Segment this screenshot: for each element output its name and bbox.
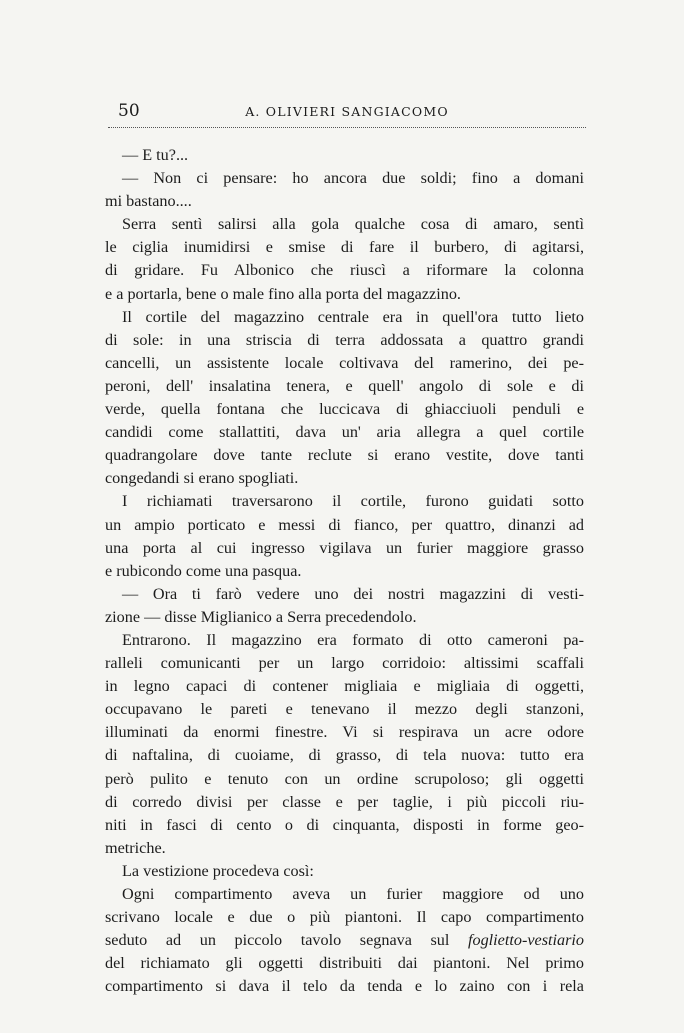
text-line: scrivano locale e due o più piantoni. Il capo compartimento — [105, 908, 584, 927]
text-line: di naftalina, di cuoiame, di grasso, di tela nuova: tutto era — [105, 746, 584, 765]
text-line: candidi come stallattiti, dava un' aria allegra a quel cortile — [105, 423, 584, 442]
text-line: di sole: in una striscia di terra addossata a quattro grandi — [105, 330, 584, 349]
text-line: occupavano le pareti e tenevano il mezzo degli stanzoni, — [105, 700, 584, 719]
text-line: un ampio porticato e messi di fianco, per quattro, dinanzi ad — [105, 515, 584, 534]
text-line: e rubicondo come una pasqua. — [105, 561, 302, 580]
text-line: La vestizione procedeva così: — [122, 861, 314, 880]
text-line: Entrarono. Il magazzino era formato di otto cameroni pa- — [122, 630, 584, 649]
text-line: le ciglia inumidirsi e smise di fare il burbero, di agitarsi, — [105, 238, 584, 257]
body-text — [105, 144, 584, 998]
page-number: 50 — [118, 101, 140, 121]
text-line: e a portarla, bene o male fino alla porta del magazzino. — [105, 284, 461, 303]
header-rule — [108, 127, 586, 128]
text-line: compartimento si dava il telo da tenda e lo zaino con i rela — [105, 977, 584, 996]
text-line: di gridare. Fu Albonico che riuscì a riformare la colonna — [105, 261, 584, 280]
text-line: niti in fasci di cento o di cinquanta, disposti in forme geo- — [105, 815, 584, 834]
text-line: metriche. — [105, 838, 166, 857]
text-line: peroni, dell' insalatina tenera, e quell' angolo di sole e di — [105, 376, 584, 395]
text-line: Il cortile del magazzino centrale era in quell'ora tutto lieto — [122, 307, 584, 326]
text-line: congedandi si erano spogliati. — [105, 469, 299, 488]
text-line: Ogni compartimento aveva un furier maggiore od uno — [122, 885, 584, 903]
text-line: — Non ci pensare: ho ancora due soldi; fino a domani — [122, 169, 584, 188]
text-line: illuminati da enormi finestre. Vi si respirava un acre odore — [105, 723, 584, 742]
italic-term: foglietto-vestiario — [468, 931, 584, 950]
text-line: I richiamati traversarono il cortile, furono guidati sotto — [122, 492, 584, 511]
page-header — [108, 101, 586, 125]
text-line: verde, quella fontana che luccicava di ghiacciuoli penduli e — [105, 400, 584, 419]
text-line: Serra sentì salirsi alla gola qualche cosa di amaro, sentì — [122, 215, 584, 234]
text-line: ralleli comunicanti per un largo corridoio: altissimi scaffali — [105, 654, 584, 673]
text-line: di corredo divisi per classe e per taglie, i più piccoli riu- — [105, 792, 584, 811]
text-line: quadrangolare dove tante reclute si erano vestite, dove tanti — [105, 446, 584, 465]
text-segment: seduto ad un piccolo tavolo segnava sul — [105, 931, 468, 950]
text-line: del richiamato gli oggetti distribuiti dai piantoni. Nel primo — [105, 954, 584, 973]
text-line: in legno capaci di contener migliaia e migliaia di oggetti, — [105, 677, 584, 696]
running-head: A. OLIVIERI SANGIACOMO — [245, 104, 449, 119]
text-line — [105, 929, 584, 952]
text-line: — E tu?... — [122, 146, 189, 164]
text-line: però pulito e tenuto con un ordine scrupoloso; gli oggetti — [105, 769, 584, 788]
text-line: cancelli, un assistente locale coltivava del ramerino, dei pe- — [105, 353, 584, 372]
text-line: zione — disse Miglianico a Serra precedendolo. — [105, 607, 417, 626]
text-line: mi bastano.... — [105, 192, 192, 211]
text-line: una porta al cui ingresso vigilava un furier maggiore grasso — [105, 538, 584, 557]
text-line: — Ora ti farò vedere uno dei nostri magazzini di vesti- — [122, 584, 584, 603]
